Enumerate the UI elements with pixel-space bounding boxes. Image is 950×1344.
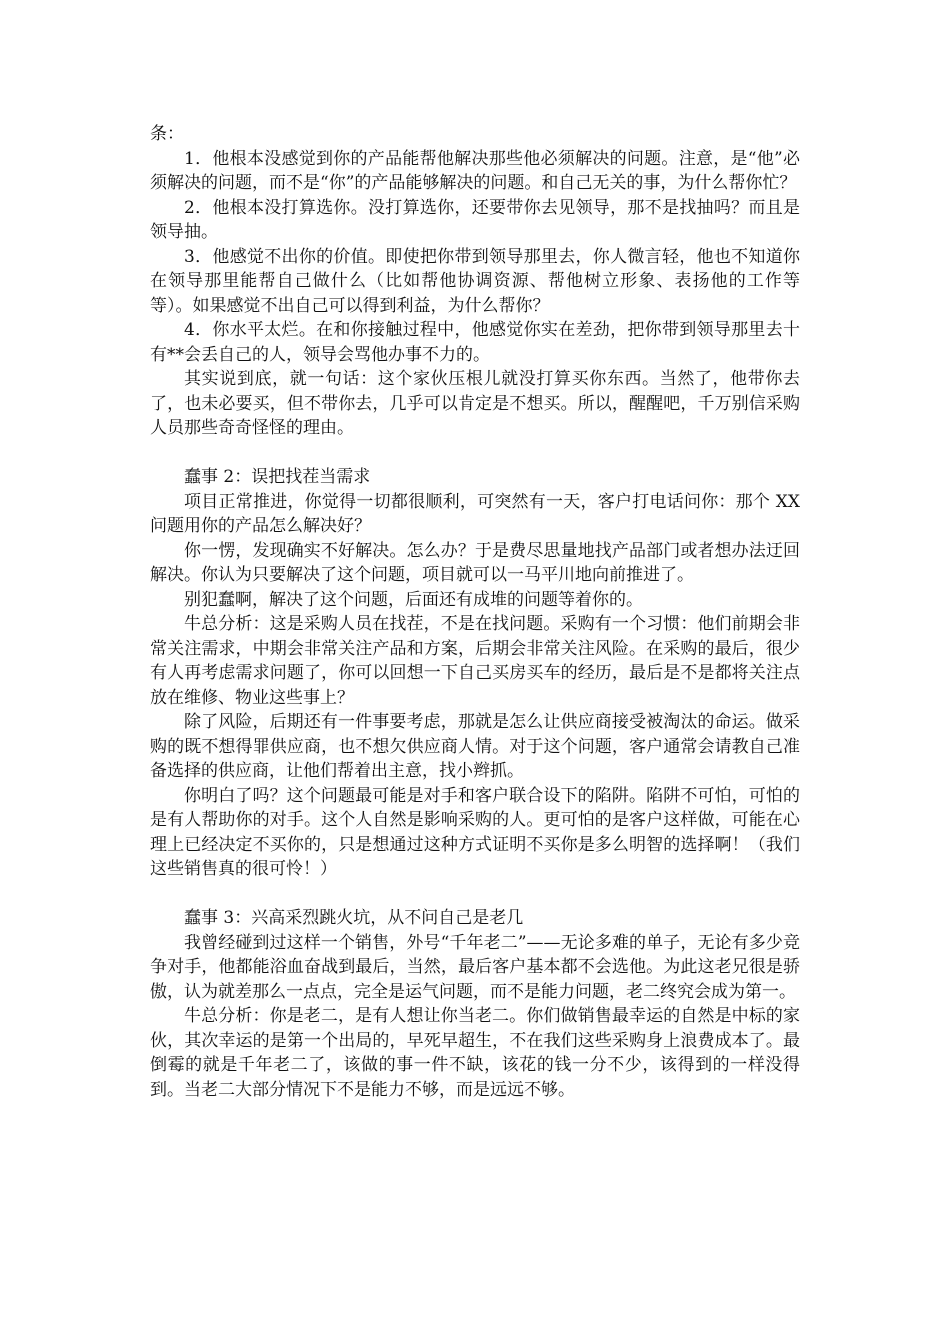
section-3-heading: 蠢事 3：兴高采烈跳火坑，从不问自己是老几 bbox=[184, 908, 524, 928]
section-2-paragraph-5: 除了风险，后期还有一件事要考虑，那就是怎么让供应商接受被淘汰的命运。做采购的既不想得罪供应商，也不想欠供应商人情。对于这个问题，客户通常会请教自己准备选择的供应商，让他们帮着出主意，找小辫抓。 bbox=[150, 712, 800, 781]
section-2-paragraph-3: 别犯蠢啊，解决了这个问题，后面还有成堆的问题等着你的。 bbox=[184, 589, 643, 610]
section-2-heading: 蠢事 2：误把找茬当需求 bbox=[184, 467, 371, 487]
section-2-paragraph-4: 牛总分析：这是采购人员在找茬，不是在找问题。采购有一个习惯：他们前期会非常关注需求，中期会非常关注产品和方案，后期会非常关注风险。在采购的最后，很少有人再考虑需求问题了，你可以回想一下自己买房买车的经历，最后是不是都将关注点放在维修、物业这些事上？ bbox=[150, 614, 800, 708]
section-spacer bbox=[150, 441, 800, 466]
reason-3-paragraph: 3．他感觉不出你的价值。即使把你带到领导那里去，你人微言轻，他也不知道你在领导那里能帮自己做什么（比如帮他协调资源、帮他树立形象、表扬他的工作等等）。如果感觉不出自己可以得到利益，为什么帮你？ bbox=[150, 246, 800, 316]
section-2-paragraph-1: 项目正常推进，你觉得一切都很顺利，可突然有一天，客户打电话问你：那个 XX 问题用你的产品怎么解决好？ bbox=[150, 491, 800, 536]
reason-2-paragraph: 2．他根本没打算选你。没打算选你，还要带你去见领导，那不是找抽吗？而且是领导抽。 bbox=[150, 197, 800, 242]
section-3-paragraph-1: 我曾经碰到过这样一个销售，外号“千年老二”——无论多难的单子，无论有多少竞争对手，他都能浴血奋战到最后，当然，最后客户基本都不会选他。为此这老兄很是骄傲，认为就差那么一点点，完全是运气问题，而不是能力问题，老二终究会成为第一。 bbox=[150, 932, 800, 1002]
reason-1-paragraph: 1．他根本没感觉到你的产品能帮他解决那些他必须解决的问题。注意，是“他”必须解决的问题，而不是“你”的产品能够解决的问题。和自己无关的事，为什么帮你忙？ bbox=[150, 148, 800, 193]
intro-fragment: 条： bbox=[150, 124, 184, 144]
section-2-paragraph-6: 你明白了吗？这个问题最可能是对手和客户联合设下的陷阱。陷阱不可怕，可怕的是有人帮助你的对手。这个人自然是影响采购的人。更可怕的是客户这样做，可能在心理上已经决定不买你的，只是想通过这种方式证明不买你是多么明智的选择啊！（我们这些销售真的很可怜！） bbox=[150, 785, 800, 879]
section-2-paragraph-2: 你一愣，发现确实不好解决。怎么办？于是费尽思量地找产品部门或者想办法迂回解决。你认为只要解决了这个问题，项目就可以一马平川地向前推进了。 bbox=[150, 540, 800, 585]
reason-4-paragraph: 4．你水平太烂。在和你接触过程中，他感觉你实在差劲，把你带到领导那里去十有**会丢自己的人，领导会骂他办事不力的。 bbox=[150, 320, 800, 365]
summary-paragraph: 其实说到底，就一句话：这个家伙压根儿就没打算买你东西。当然了，他带你去了，也未必要买，但不带你去，几乎可以肯定是不想买。所以，醒醒吧，千万别信采购人员那些奇奇怪怪的理由。 bbox=[150, 369, 800, 438]
section-3-paragraph-2: 牛总分析：你是老二，是有人想让你当老二。你们做销售最幸运的自然是中标的家伙，其次幸运的是第一个出局的，早死早超生，不在我们这些采购身上浪费成本了。最倒霉的就是千年老二了，该做的事一件不缺，该花的钱一分不少，该得到的一样没得到。当老二大部分情况下不是能力不够，而是远远不够。 bbox=[150, 1006, 800, 1100]
section-spacer bbox=[150, 882, 800, 907]
